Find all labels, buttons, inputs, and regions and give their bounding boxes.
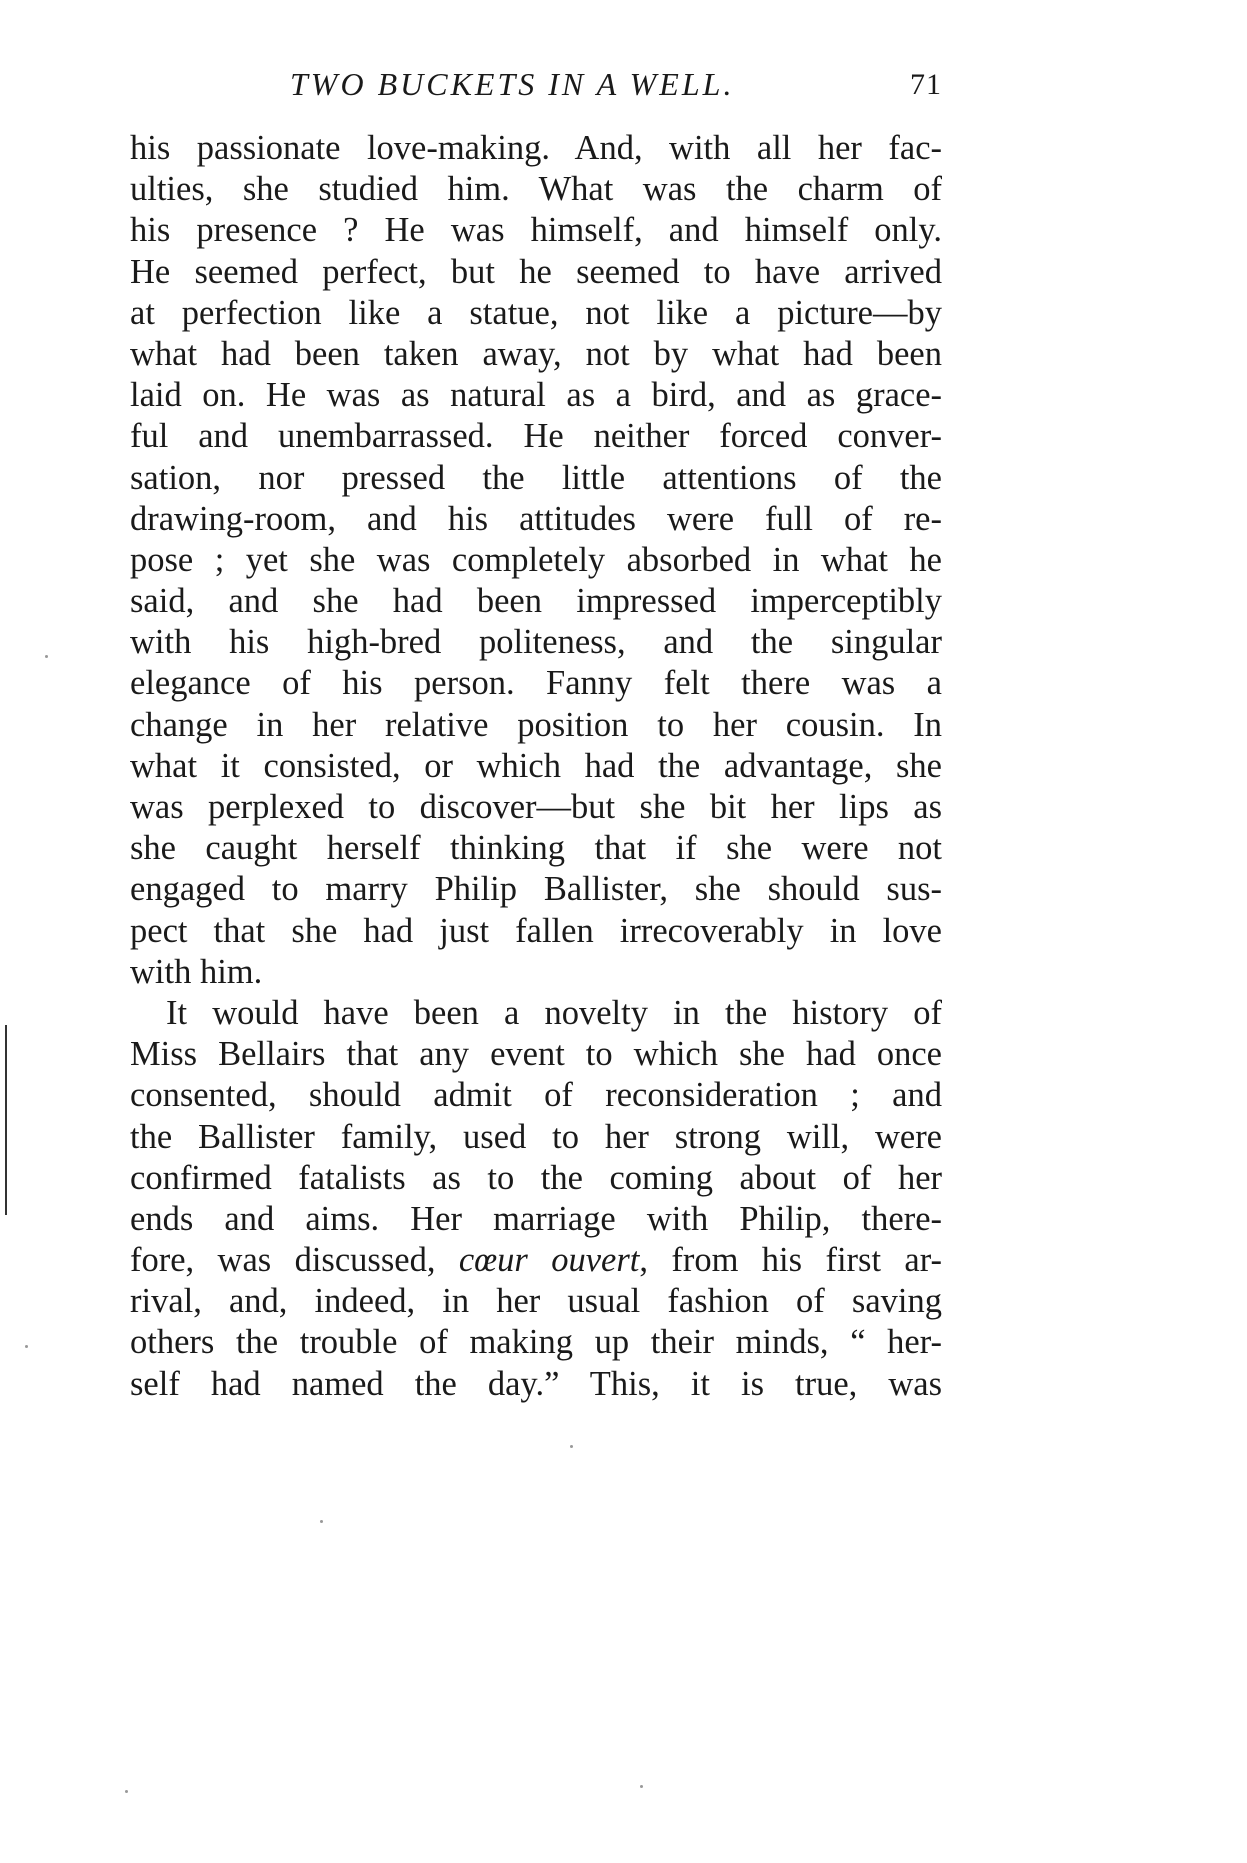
running-title: TWO BUCKETS IN A WELL. — [290, 66, 735, 102]
text-line: laid on. He was as natural as a bird, and as grace- — [130, 376, 942, 415]
text-line: consented, should admit of reconsideration ; and — [130, 1076, 942, 1115]
text-line: with his high-bred politeness, and the singular — [130, 623, 942, 662]
text-line: ends and aims. Her marriage with Philip, there- — [130, 1199, 942, 1238]
scan-speck — [25, 1345, 28, 1348]
paragraph-1 — [130, 128, 942, 993]
text-line: what it consisted, or which had the advantage, she — [130, 746, 942, 785]
text-line: pect that she had just fallen irrecoverably in love — [130, 911, 942, 950]
text-line: others the trouble of making up their minds, “ her- — [130, 1323, 942, 1362]
paragraph-2 — [130, 993, 942, 1405]
text-line: elegance of his person. Fanny felt there was a — [130, 664, 942, 703]
text-line: sation, nor pressed the little attentions of the — [130, 458, 942, 497]
text-line: at perfection like a statue, not like a picture—by — [130, 293, 942, 332]
text-line: his presence ? He was himself, and himself only. — [130, 211, 942, 250]
text-line: pose ; yet she was completely absorbed in what he — [130, 540, 942, 579]
scan-speck — [125, 1790, 128, 1793]
text-line: ful and unembarrassed. He neither forced conver- — [130, 417, 942, 456]
text-line: change in her relative position to her cousin. In — [130, 705, 942, 744]
text-line: she caught herself thinking that if she were not — [130, 829, 942, 868]
scan-speck — [570, 1445, 573, 1448]
text-line: with him. — [130, 952, 263, 991]
text-line: his passionate love-making. And, with all her fac- — [130, 129, 942, 167]
text-line: what had been taken away, not by what had been — [130, 334, 942, 373]
text-segment: , from his first ar- — [639, 1241, 943, 1280]
italic-phrase: cœur ouvert — [458, 1241, 640, 1280]
text-line: It would have been a novelty in the history of — [166, 993, 942, 1032]
text-line — [130, 1240, 942, 1281]
text-line: said, and she had been impressed imperceptibly — [130, 582, 942, 621]
text-line: was perplexed to discover—but she bit her lips as — [130, 788, 942, 826]
margin-scan-line — [5, 1025, 7, 1215]
text-segment: fore, was discussed, — [130, 1241, 459, 1280]
text-line: ulties, she studied him. What was the charm of — [130, 170, 942, 209]
text-line: rival, and, indeed, in her usual fashion of saving — [130, 1282, 942, 1321]
page-number: 71 — [910, 68, 942, 101]
text-line: He seemed perfect, but he seemed to have arrived — [130, 252, 942, 291]
text-line: drawing-room, and his attitudes were full of re- — [130, 499, 942, 538]
scan-speck — [640, 1785, 643, 1788]
body-text — [130, 128, 942, 1405]
scan-speck — [320, 1520, 323, 1523]
text-line: the Ballister family, used to her strong will, were — [130, 1117, 942, 1156]
scan-speck — [45, 655, 48, 658]
running-head — [130, 60, 942, 110]
text-line: confirmed fatalists as to the coming about of her — [130, 1158, 942, 1197]
text-line: Miss Bellairs that any event to which she had once — [130, 1035, 942, 1074]
text-line: self had named the day.” This, it is true, was — [130, 1364, 942, 1403]
text-line: engaged to marry Philip Ballister, she should sus- — [130, 870, 942, 909]
